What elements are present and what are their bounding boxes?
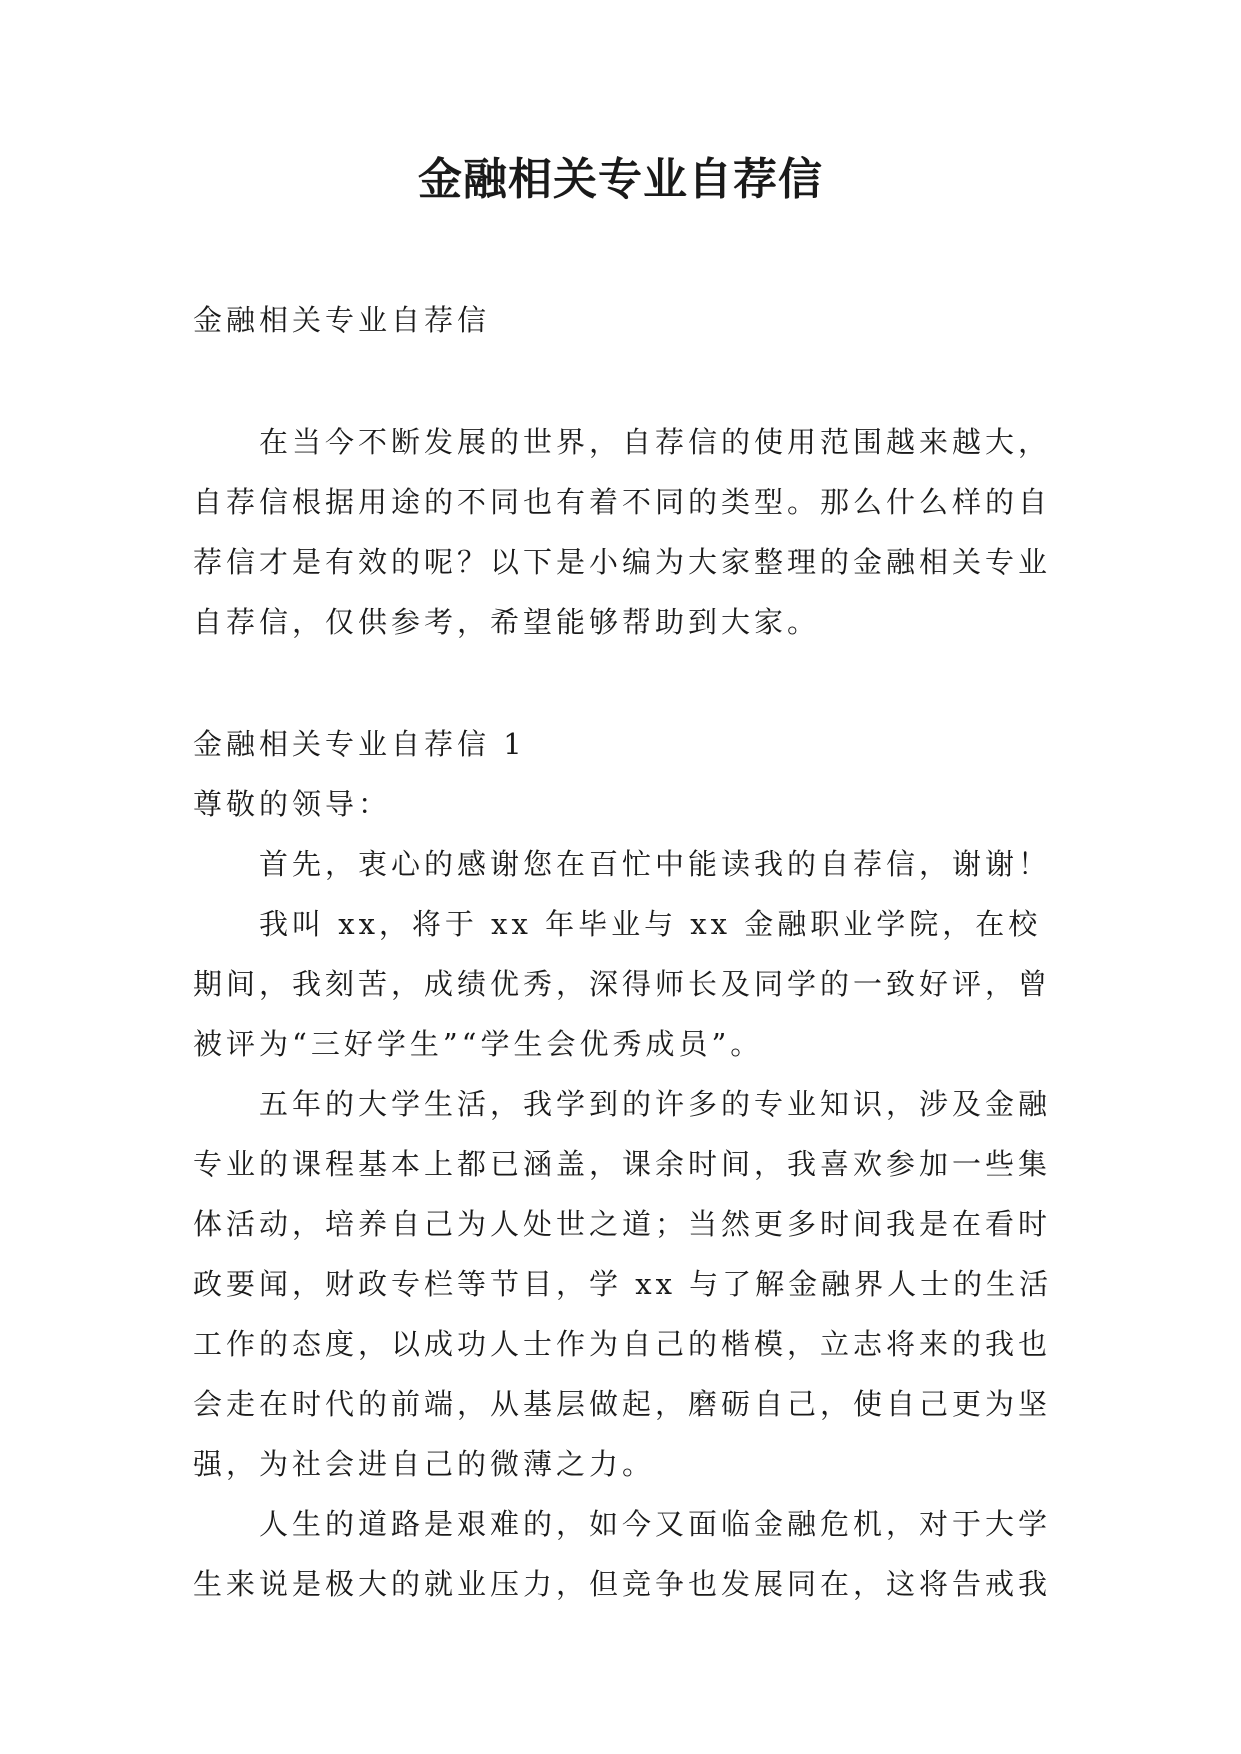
- document-title: 金融相关专业自荐信: [418, 154, 823, 205]
- body-paragraph: 首先，衷心的感谢您在百忙中能读我的自荐信，谢谢！: [259, 847, 1052, 881]
- body-paragraph: 五年的大学生活，我学到的许多的专业知识，涉及金融专业的课程基本上都已涵盖，课余时间，我喜欢参加一些集体活动，培养自己为人处世之道；当然更多时间我是在看时政要闻，财政专栏等节目，学 xx 与了解金融界人士的生活工作的态度，以成功人士作为自己的楷模，立志将来的我也会走在时代的前端，从基层做起，磨砺自己，使自己更为坚强，为社会进自己的微薄之力。: [193, 1087, 1053, 1481]
- body-paragraph: 我叫 xx，将于 xx 年毕业与 xx 金融职业学院，在校期间，我刻苦，成绩优秀，深得师长及同学的一致好评，曾被评为“三好学生”“学生会优秀成员”。: [193, 907, 1052, 1061]
- body-paragraph: 人生的道路是艰难的，如今又面临金融危机，对于大学生来说是极大的就业压力，但竞争也发展同在，这将告戒我: [193, 1507, 1052, 1601]
- document-subtitle: 金融相关专业自荐信: [193, 303, 491, 337]
- intro-paragraph: 在当今不断发展的世界，自荐信的使用范围越来越大，自荐信根据用途的不同也有着不同的类型。那么什么样的自荐信才是有效的呢？以下是小编为大家整理的金融相关专业自荐信，仅供参考，希望能够帮助到大家。: [193, 425, 1052, 639]
- section-heading: 金融相关专业自荐信 1: [193, 727, 526, 761]
- salutation: 尊敬的领导：: [193, 787, 392, 821]
- document-body: [193, 290, 1073, 1614]
